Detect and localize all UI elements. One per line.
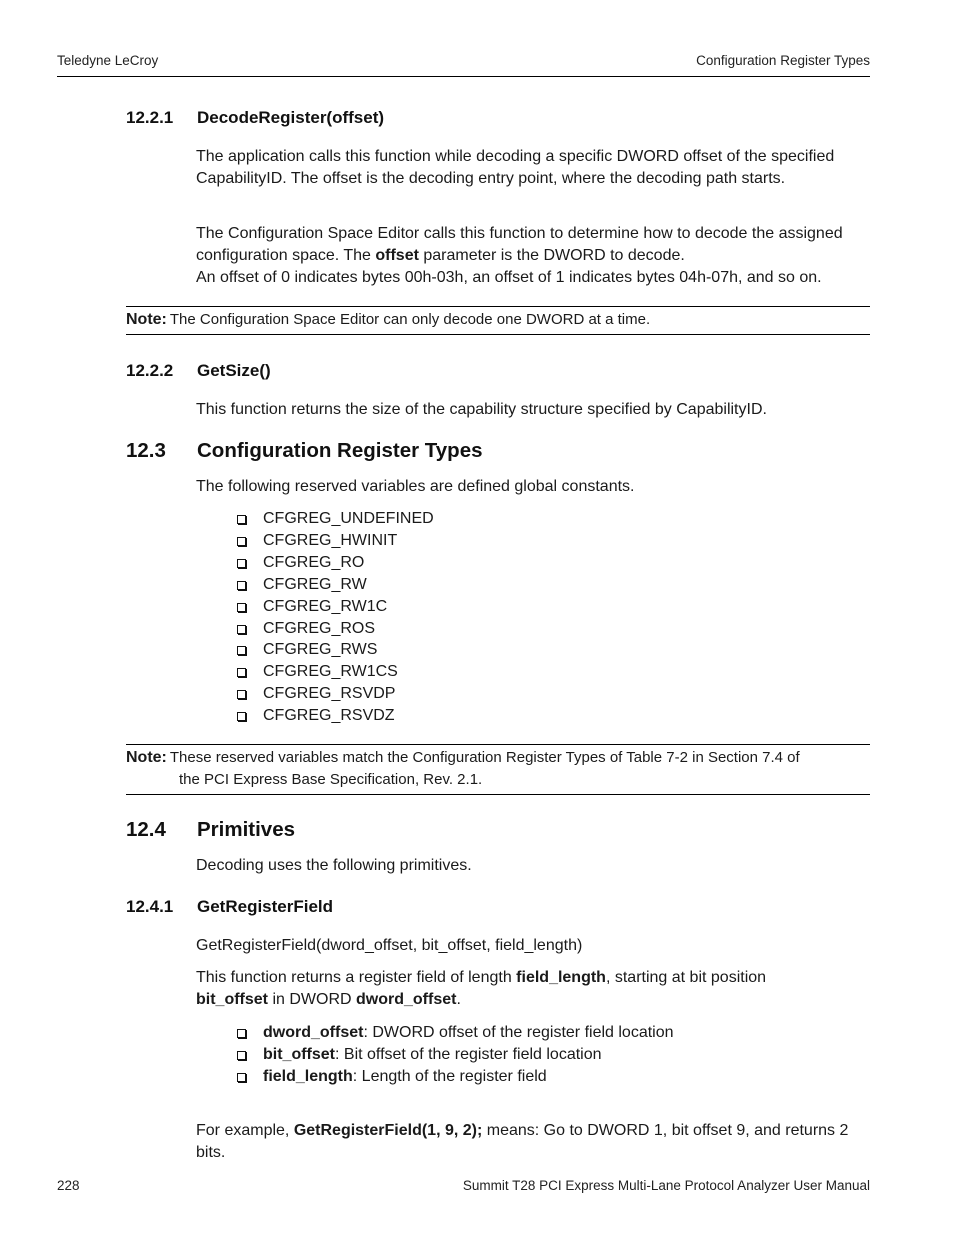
paragraph: Decoding uses the following primitives.	[196, 857, 472, 874]
checkbox-bullet-icon	[237, 537, 246, 546]
list-item: CFGREG_RW	[236, 574, 434, 596]
note-label: Note:	[126, 311, 167, 328]
list-item: CFGREG_RSVDP	[236, 683, 434, 705]
note-label: Note:	[126, 749, 167, 766]
list-item: CFGREG_ROS	[236, 618, 434, 640]
parameter-list	[236, 1022, 674, 1088]
list-item: CFGREG_RWS	[236, 639, 434, 661]
checkbox-bullet-icon	[237, 1073, 246, 1082]
checkbox-bullet-icon	[237, 712, 246, 721]
bold-term: GetRegisterField(1, 9, 2);	[293, 1122, 483, 1139]
list-item: field_length: Length of the register field	[236, 1066, 674, 1088]
heading-12-4	[126, 818, 295, 842]
note-text: The Configuration Space Editor can only decode one DWORD at a time.	[169, 311, 651, 328]
note-text: These reserved variables match the Configuration Register Types of Table 7-2 in Section 7.4 of	[169, 749, 800, 766]
heading-number: 12.4.1	[126, 897, 174, 916]
checkbox-bullet-icon	[237, 646, 246, 655]
checkbox-bullet-icon	[237, 603, 246, 612]
bold-term: dword_offset	[356, 991, 457, 1008]
heading-number: 12.2.1	[126, 108, 174, 127]
bold-term: bit_offset	[196, 991, 268, 1008]
list-item: CFGREG_UNDEFINED	[236, 508, 434, 530]
bold-term: offset	[375, 247, 419, 264]
header-section: Configuration Register Types	[696, 53, 870, 68]
heading-12-2-2	[126, 361, 271, 381]
note-text-continued: the PCI Express Base Specification, Rev. 2.1.	[179, 771, 483, 788]
checkbox-bullet-icon	[237, 1029, 246, 1038]
heading-number: 12.4	[126, 818, 166, 841]
list-item: CFGREG_HWINIT	[236, 530, 434, 552]
paragraph: The Configuration Space Editor calls this function to determine how to decode the assigned configuration space. The offset parameter is the DWORD to decode. An offset of 0 indicates bytes 00h-03h, an offset of 1 indicates bytes 04h-07h, and so on.	[196, 225, 843, 286]
heading-12-3	[126, 439, 483, 463]
paragraph: This function returns the size of the capability structure specified by CapabilityID.	[196, 401, 767, 418]
checkbox-bullet-icon	[237, 690, 246, 699]
checkbox-bullet-icon	[237, 559, 246, 568]
paragraph: The following reserved variables are defined global constants.	[196, 478, 635, 495]
checkbox-bullet-icon	[237, 515, 246, 524]
heading-number: 12.2.2	[126, 361, 174, 380]
heading-title: GetRegisterField	[197, 897, 334, 916]
header-rule	[57, 76, 870, 77]
list-item: dword_offset: DWORD offset of the register field location	[236, 1022, 674, 1044]
footer-page-number: 228	[57, 1178, 80, 1193]
checkbox-bullet-icon	[237, 668, 246, 677]
header-company: Teledyne LeCroy	[57, 53, 159, 68]
register-type-list	[236, 508, 434, 727]
list-item: CFGREG_RW1C	[236, 596, 434, 618]
heading-12-4-1	[126, 897, 333, 917]
bold-term: field_length	[516, 969, 606, 986]
list-item: CFGREG_RW1CS	[236, 661, 434, 683]
note-box	[126, 744, 870, 795]
heading-12-2-1	[126, 108, 384, 128]
heading-title: Configuration Register Types	[197, 439, 483, 462]
function-signature: GetRegisterField(dword_offset, bit_offset, field_length)	[196, 937, 583, 954]
note-box	[126, 306, 870, 335]
list-item: bit_offset: Bit offset of the register field location	[236, 1044, 674, 1066]
checkbox-bullet-icon	[237, 1051, 246, 1060]
heading-title: DecodeRegister(offset)	[197, 108, 385, 127]
checkbox-bullet-icon	[237, 581, 246, 590]
heading-title: Primitives	[197, 818, 295, 841]
heading-number: 12.3	[126, 439, 166, 462]
footer-title: Summit T28 PCI Express Multi-Lane Protocol Analyzer User Manual	[462, 1178, 870, 1193]
paragraph: The application calls this function while decoding a specific DWORD offset of the specified CapabilityID. The offset is the decoding entry point, where the decoding path starts.	[196, 148, 835, 187]
list-item: CFGREG_RSVDZ	[236, 705, 434, 727]
paragraph: This function returns a register field of length field_length, starting at bit position bit_offset in DWORD dword_offset.	[196, 969, 767, 1008]
example-paragraph: For example, GetRegisterField(1, 9, 2); means: Go to DWORD 1, bit offset 9, and returns 2 bits.	[196, 1122, 849, 1161]
checkbox-bullet-icon	[237, 625, 246, 634]
list-item: CFGREG_RO	[236, 552, 434, 574]
heading-title: GetSize()	[197, 361, 271, 380]
